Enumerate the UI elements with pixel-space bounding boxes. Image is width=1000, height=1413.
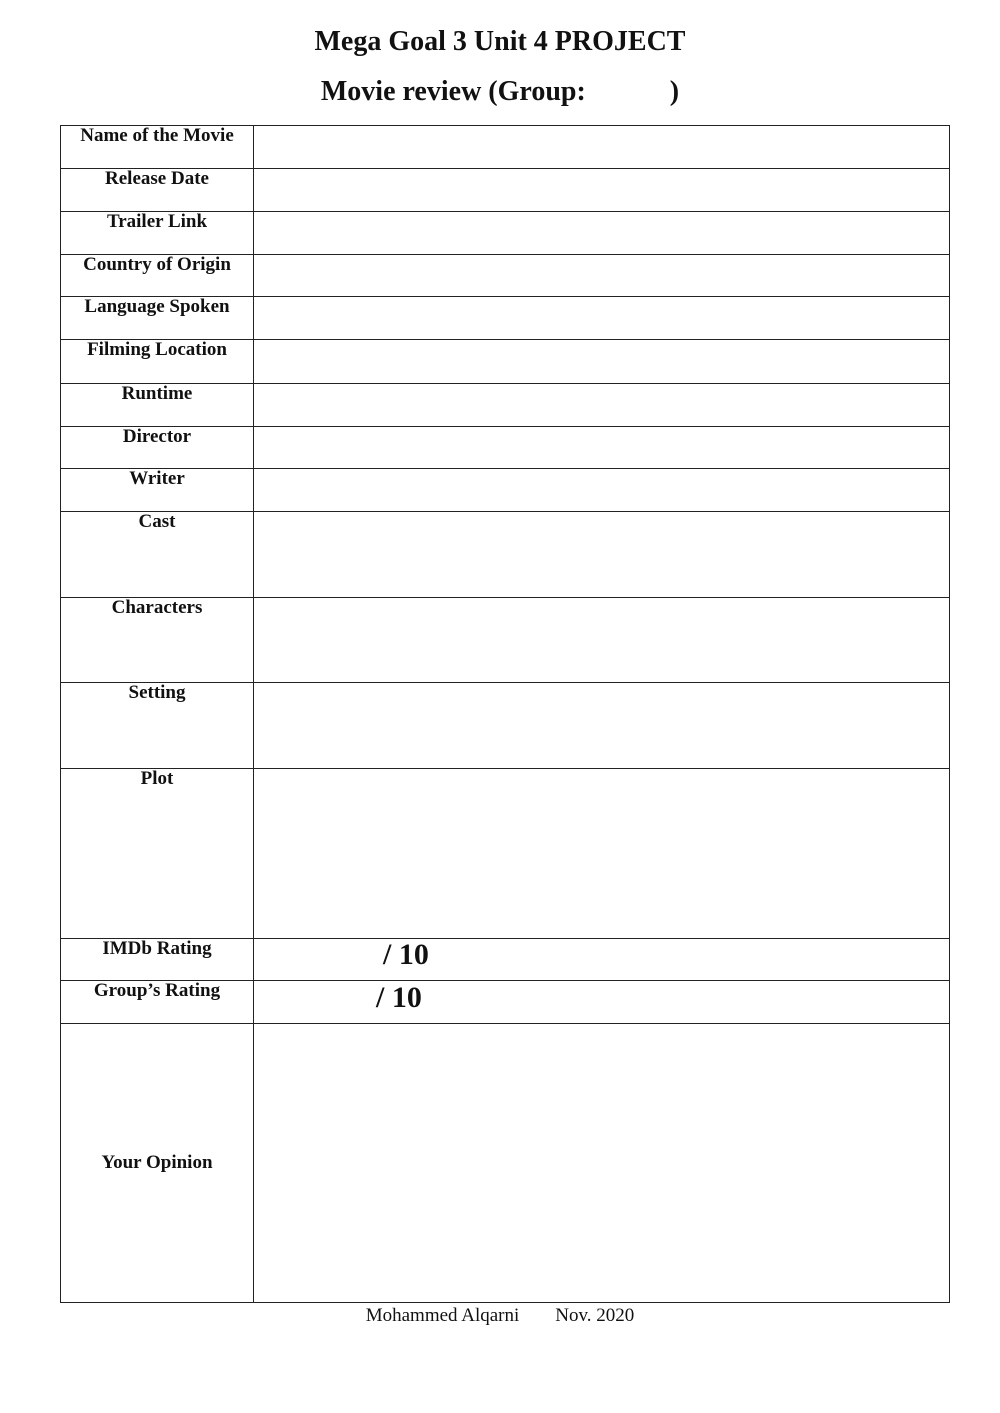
form-row-language-spoken bbox=[61, 297, 950, 340]
field-director[interactable] bbox=[254, 427, 950, 469]
field-your-opinion[interactable] bbox=[254, 1024, 950, 1303]
form-row-cast bbox=[61, 512, 950, 598]
field-trailer-link[interactable] bbox=[254, 212, 950, 255]
form-row-plot bbox=[61, 769, 950, 939]
label-filming-location: Filming Location bbox=[61, 340, 254, 384]
form-row-writer bbox=[61, 469, 950, 512]
label-release-date: Release Date bbox=[61, 169, 254, 212]
page-title: Mega Goal 3 Unit 4 PROJECT bbox=[314, 26, 686, 57]
field-filming-location[interactable] bbox=[254, 340, 950, 384]
label-writer: Writer bbox=[61, 469, 254, 512]
field-plot[interactable] bbox=[254, 769, 950, 939]
form-row-release-date bbox=[61, 169, 950, 212]
form-row-runtime bbox=[61, 384, 950, 427]
label-plot: Plot bbox=[61, 769, 254, 939]
field-characters[interactable] bbox=[254, 598, 950, 683]
form-row-imdb-rating bbox=[61, 939, 950, 981]
label-cast: Cast bbox=[61, 512, 254, 598]
field-runtime[interactable] bbox=[254, 384, 950, 427]
page-footer bbox=[0, 1305, 1000, 1327]
form-row-trailer-link bbox=[61, 212, 950, 255]
label-group-rating: Group’s Rating bbox=[61, 981, 254, 1024]
label-characters: Characters bbox=[61, 598, 254, 683]
label-language-spoken: Language Spoken bbox=[61, 297, 254, 340]
field-imdb-rating[interactable] bbox=[254, 939, 950, 981]
form-row-director bbox=[61, 427, 950, 469]
form-row-characters bbox=[61, 598, 950, 683]
field-cast[interactable] bbox=[254, 512, 950, 598]
label-director: Director bbox=[61, 427, 254, 469]
movie-review-form bbox=[60, 125, 950, 1303]
footer-date: Nov. 2020 bbox=[555, 1305, 635, 1326]
label-trailer-link: Trailer Link bbox=[61, 212, 254, 255]
label-movie-name: Name of the Movie bbox=[61, 126, 254, 169]
form-row-filming-location bbox=[61, 340, 950, 384]
form-row-movie-name bbox=[61, 126, 950, 169]
label-country-of-origin: Country of Origin bbox=[61, 255, 254, 297]
form-row-country-of-origin bbox=[61, 255, 950, 297]
footer-author: Mohammed Alqarni bbox=[365, 1305, 520, 1326]
label-setting: Setting bbox=[61, 683, 254, 769]
imdb-rating-scale: / 10 bbox=[383, 938, 429, 971]
field-movie-name[interactable] bbox=[254, 126, 950, 169]
field-writer[interactable] bbox=[254, 469, 950, 512]
label-imdb-rating: IMDb Rating bbox=[61, 939, 254, 981]
page-subtitle: Movie review (Group: ) bbox=[320, 76, 680, 107]
field-release-date[interactable] bbox=[254, 169, 950, 212]
group-rating-scale: / 10 bbox=[376, 981, 422, 1014]
label-your-opinion: Your Opinion bbox=[61, 1024, 254, 1303]
field-language-spoken[interactable] bbox=[254, 297, 950, 340]
form-row-your-opinion bbox=[61, 1024, 950, 1303]
form-row-group-rating bbox=[61, 981, 950, 1024]
form-row-setting bbox=[61, 683, 950, 769]
field-setting[interactable] bbox=[254, 683, 950, 769]
field-group-rating[interactable] bbox=[254, 981, 950, 1024]
label-runtime: Runtime bbox=[61, 384, 254, 427]
field-country-of-origin[interactable] bbox=[254, 255, 950, 297]
